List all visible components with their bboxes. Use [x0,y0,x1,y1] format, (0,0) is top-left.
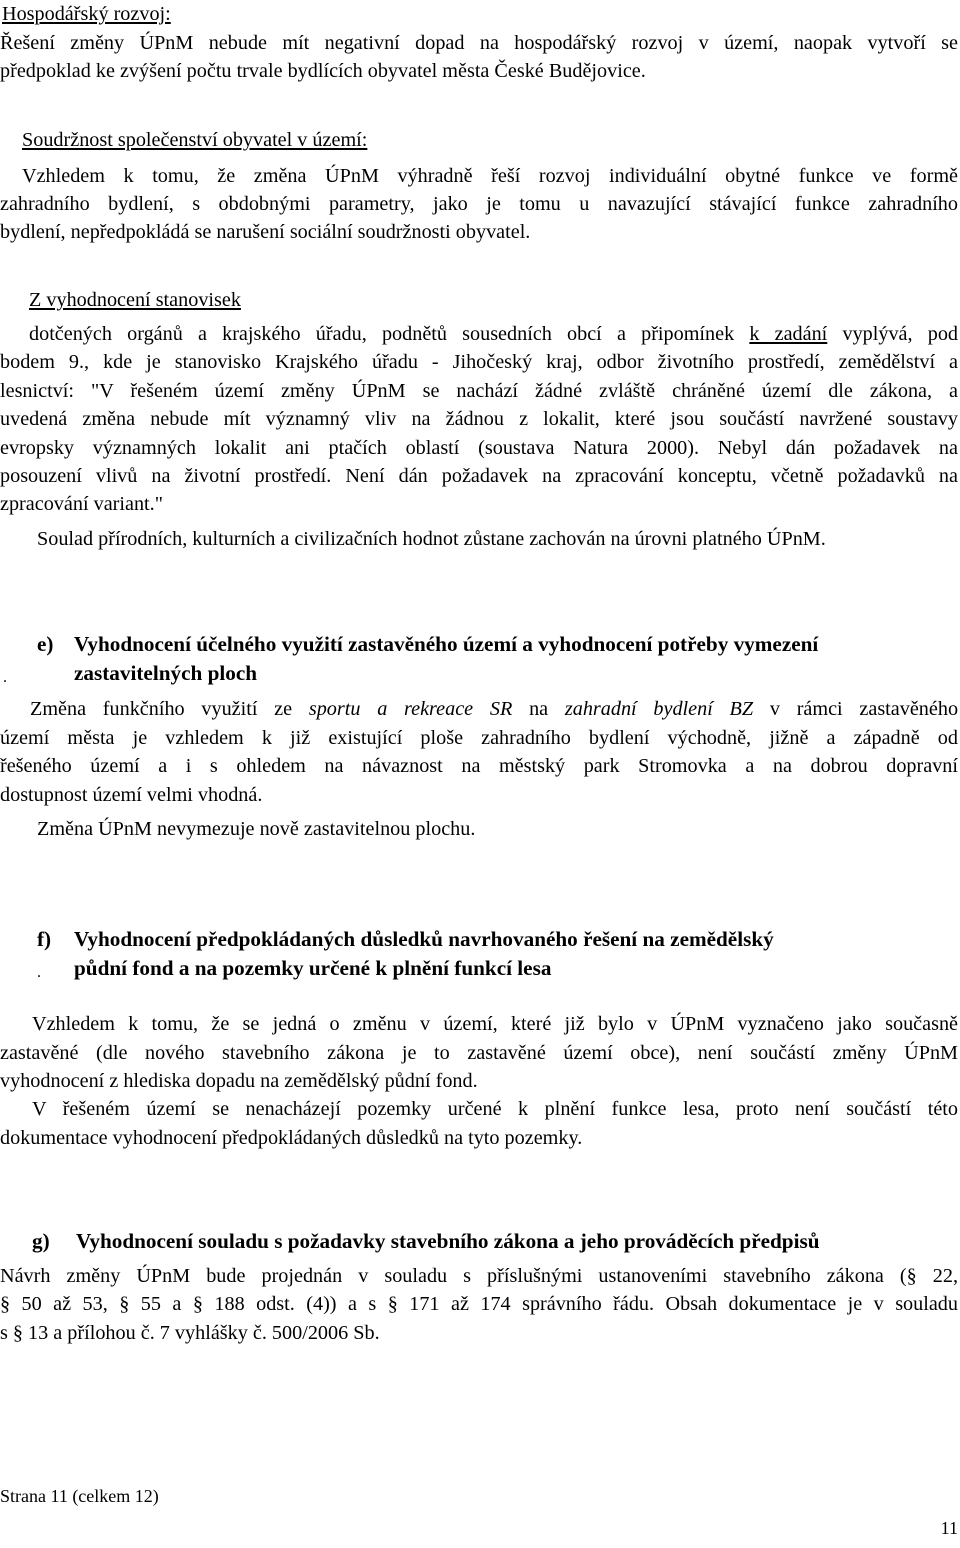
section-f-p2-line-2: dokumentace vyhodnocení předpokládaných důsledků na tyto pozemky. [0,1127,583,1149]
evaluation-line-5: evropsky významných lokalit ani ptačích oblastí (soustava Natura 2000). Nebyl dán požadavek na [0,437,958,459]
section-e-p1-line-3: řešeného území a i s ohledem na návaznost na městský park Stromovka a na dobrou dopravní [0,755,958,777]
cohesion-line-1: Vzhledem k tomu, že změna ÚPnM výhradně řeší rozvoj individuální obytné funkce ve formě [22,165,958,187]
evaluation-heading: Z vyhodnocení stanovisek [29,289,241,311]
evaluation-line-1 [29,320,958,349]
section-e-p1-line-1 [30,695,958,724]
section-e-text-bz: zahradní bydlení BZ [564,698,754,720]
evaluation-line-3: lesnictví: "V řešeném území změny ÚPnM se nachází žádné zvláště chráněné území dle zákona, a [0,380,958,402]
section-g-p1-line-3: s § 13 a přílohou č. 7 vyhlášky č. 500/2006 Sb. [0,1322,380,1344]
section-f-dot: . [37,964,41,981]
cohesion-heading: Soudržnost společenství obyvatel v území: [22,129,368,151]
section-e-dot: . [3,669,7,686]
section-e-text-e: v rámci zastavěného [769,698,959,720]
section-f-title-2: půdní fond a na pozemky určené k plnění funkcí lesa [74,956,552,980]
economic-line-1: Řešení změny ÚPnM nebude mít negativní dopad na hospodářský rozvoj v území, naopak vytvoří se [0,32,958,54]
section-f-title-1: Vyhodnocení předpokládaných důsledků navrhovaného řešení na zemědělský [74,927,774,951]
evaluation-line-2: bodem 9., kde je stanovisko Krajského úřadu - Jihočeský kraj, odbor životního prostředí, zemědělství a [0,351,958,373]
section-e-title-1: Vyhodnocení účelného využití zastavěného území a vyhodnocení potřeby vymezení [74,632,819,656]
section-e-p2: Změna ÚPnM nevymezuje nově zastavitelnou plochu. [37,818,476,840]
section-g-label: g) [32,1229,50,1253]
evaluation-line-1-end: vyplývá, pod [842,323,959,345]
evaluation-line-4: uvedená změna nebude mít významný vliv na žádnou z lokalit, které jsou součástí navržené soustavy [0,408,958,430]
evaluation-line-7: zpracování variant." [0,493,163,515]
section-f-label: f) [37,927,52,951]
cohesion-line-3: bydlení, nepředpokládá se narušení sociální soudržnosti obyvatel. [0,221,531,243]
section-g-p1-line-1: Návrh změny ÚPnM bude projednán v souladu s příslušnými ustanoveními stavebního zákona (§ 22, [0,1265,958,1287]
section-g-title: Vyhodnocení souladu s požadavky stavebního zákona a jeho prováděcích předpisů [76,1229,820,1253]
economic-heading: Hospodářský rozvoj: [2,3,171,25]
section-f-p1-line-3: vyhodnocení z hlediska dopadu na zemědělský půdní fond. [0,1070,478,1092]
section-f-p1-line-2: zastavěné (dle nového stavebního zákona je to zastavěné území obce), není součástí změny ÚPnM [0,1042,958,1064]
section-f-p2-line-1: V řešeném území se nenacházejí pozemky určené k plnění funkce lesa, proto není součástí této [32,1098,958,1120]
evaluation-line-1-text: dotčených orgánů a krajského úřadu, podnětů sousedních obcí a připomínek [29,323,735,345]
economic-line-2: předpoklad ke zvýšení počtu trvale bydlících obyvatel města České Budějovice. [0,60,646,82]
evaluation-conclusion: Soulad přírodních, kulturních a civilizačních hodnot zůstane zachován na úrovni platného ÚPnM. [37,528,826,550]
footer-page-number: 11 [940,1518,958,1538]
cohesion-line-2: zahradního bydlení, s obdobnými parametry, jako je tomu u navazující stávající funkce zahradního [0,193,958,215]
section-e-title-2: zastavitelných ploch [74,661,258,685]
section-e-text-sr: sportu a rekreace SR [308,698,513,720]
section-e-label: e) [37,632,54,656]
zadani-link[interactable]: k zadání [749,323,828,345]
section-e-text-na: na [529,698,549,720]
footer-page-info: Strana 11 (celkem 12) [0,1486,159,1506]
section-g-p1-line-2: § 50 až 53, § 55 a § 188 odst. (4)) a s § 171 až 174 správního řádu. Obsah dokumentace je v souladu [0,1293,958,1315]
section-e-p1-line-2: území města je vzhledem k již existující ploše zahradního bydlení východně, jižně a západně od [0,727,958,749]
section-e-p1-line-4: dostupnost území velmi vhodná. [0,784,263,806]
evaluation-line-6: posouzení vlivů na životní prostředí. Není dán požadavek na zpracování konceptu, včetně požadavků na [0,465,958,487]
section-f-p1-line-1: Vzhledem k tomu, že se jedná o změnu v území, které již bylo v ÚPnM vyznačeno jako současně [32,1013,958,1035]
section-e-text-a: Změna funkčního využití ze [30,698,293,720]
